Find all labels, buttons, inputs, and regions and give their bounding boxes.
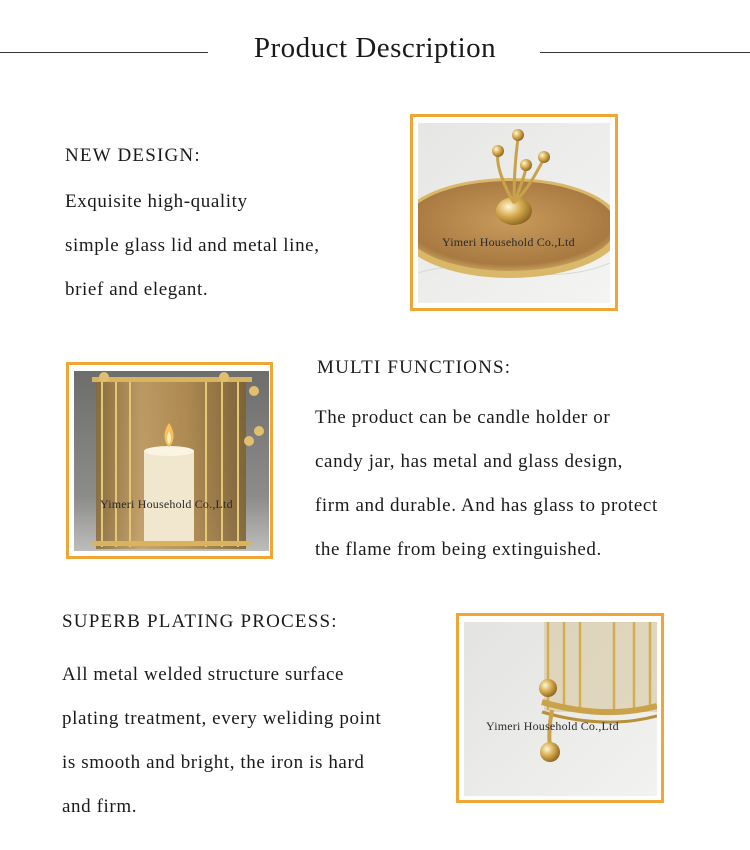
- body-line: Exquisite high-quality: [65, 191, 248, 212]
- body-line: The product can be candle holder or: [315, 407, 611, 428]
- body-line: simple glass lid and metal line,: [65, 235, 320, 256]
- product-photo-glass-lid: [418, 123, 610, 303]
- section-heading-new-design: NEW DESIGN:: [65, 145, 201, 166]
- body-line: and firm.: [62, 796, 138, 817]
- photo-watermark: Yimeri Household Co.,Ltd: [100, 497, 233, 511]
- section-body-superb-plating: [62, 653, 381, 829]
- body-line: All metal welded structure surface: [62, 664, 345, 685]
- plating-detail-illustration: [464, 622, 657, 796]
- photo-watermark: Yimeri Household Co.,Ltd: [442, 235, 575, 249]
- body-line: candy jar, has metal and glass design,: [315, 451, 624, 472]
- section-body-multi-functions: [315, 396, 658, 572]
- photo-frame-candle-holder: [66, 362, 273, 559]
- body-line: firm and durable. And has glass to protect: [315, 495, 658, 516]
- body-line: plating treatment, every weliding point: [62, 708, 382, 729]
- body-line: brief and elegant.: [65, 279, 209, 300]
- product-photo-plating-detail: [464, 622, 657, 796]
- section-body-new-design: [65, 180, 320, 312]
- photo-frame-lid: [410, 114, 618, 311]
- page-title: Product Description: [253, 32, 497, 64]
- product-photo-candle-holder: [74, 371, 269, 551]
- glass-lid-illustration: [418, 123, 610, 303]
- candle-holder-illustration: [74, 371, 269, 551]
- body-line: the flame from being extinguished.: [315, 539, 602, 560]
- section-heading-superb-plating: SUPERB PLATING PROCESS:: [62, 611, 338, 632]
- header-rule-right: [540, 52, 750, 53]
- photo-frame-plating: [456, 613, 664, 803]
- body-line: is smooth and bright, the iron is hard: [62, 752, 365, 773]
- photo-watermark: Yimeri Household Co.,Ltd: [486, 719, 619, 733]
- section-heading-multi-functions: MULTI FUNCTIONS:: [317, 357, 512, 378]
